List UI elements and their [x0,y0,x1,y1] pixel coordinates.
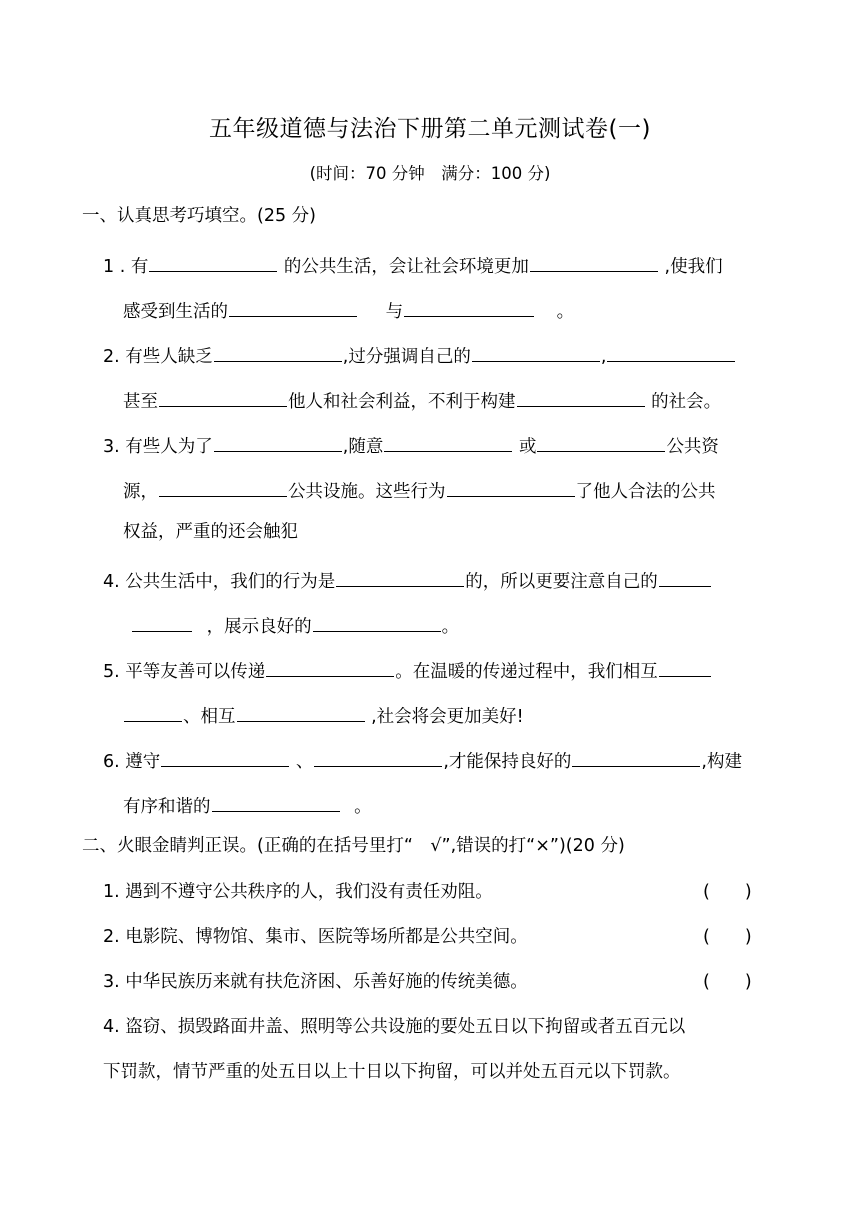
fill-blank[interactable] [447,479,575,497]
question-4-line2 [131,614,459,637]
fill-blank[interactable] [472,344,600,362]
question-text: 的社会。 [651,392,722,412]
question-text: 公共资 [666,437,719,457]
section1-heading: 一、认真思考巧填空。(25 分) [82,206,316,226]
question-3-line2 [123,479,716,502]
judge-item-2 [103,929,528,947]
question-number: 1 . [103,257,126,277]
question-text: 遵守 [125,752,161,772]
question-3-line1 [103,434,719,457]
question-text: ,才能保持良好的 [443,752,572,772]
question-number: 1. [103,882,120,902]
fill-blank[interactable] [212,794,340,812]
question-text: , [600,347,607,367]
answer-paren[interactable]: ( ) [703,927,752,947]
question-text: ，展示良好的 [206,617,312,637]
fill-blank[interactable] [537,434,665,452]
fill-blank[interactable] [229,299,357,317]
question-text: 感受到生活的 [123,302,228,322]
fill-blank[interactable] [159,479,287,497]
fill-blank[interactable] [404,299,534,317]
fill-blank[interactable] [659,569,711,587]
question-text: 了他人合法的公共 [575,482,716,502]
question-5-line1 [103,659,712,682]
question-text: ,使我们 [664,257,723,277]
section2-heading: 二、火眼金睛判正误。(正确的在括号里打“ √”,错误的打“×”)(20 分) [82,836,625,856]
question-5-line2 [123,704,524,727]
judge-item-1 [103,884,493,902]
question-text: ,构建 [701,752,742,772]
fill-blank[interactable] [124,704,182,722]
question-number: 3. [103,437,120,457]
question-text: 他人和社会利益，不利于构建 [288,392,516,412]
question-number: 2. [103,927,120,947]
fill-blank[interactable] [214,344,342,362]
question-text: 、 [295,752,314,772]
fill-blank[interactable] [314,749,442,767]
fill-blank[interactable] [530,254,658,272]
question-text: 中华民族历来就有扶危济困、乐善好施的传统美德。 [125,972,528,992]
judge-item-4-line2: 下罚款，情节严重的处五日以上十日以下拘留，可以并处五百元以下罚款。 [103,1062,681,1082]
question-3-line3: 权益，严重的还会触犯 [123,522,298,542]
question-text: 。 [441,617,460,637]
fill-blank[interactable] [659,659,711,677]
fill-blank[interactable] [517,389,645,407]
question-text: 有序和谐的 [123,797,211,817]
question-text: 有些人为了 [125,437,213,457]
question-number: 2. [103,347,120,367]
question-2-line2 [123,389,721,412]
fill-blank[interactable] [132,614,192,632]
question-4-line1 [103,569,712,592]
judge-item-3 [103,974,528,992]
question-number: 3. [103,972,120,992]
question-text: 源， [123,482,158,502]
question-1-line1 [103,254,723,277]
question-text: 的，所以更要注意自己的 [465,572,658,592]
answer-paren[interactable]: ( ) [703,972,752,992]
question-text: 有 [130,257,149,277]
fill-blank[interactable] [214,434,342,452]
question-text: 。在温暖的传递过程中，我们相互 [395,662,658,682]
fill-blank[interactable] [159,389,287,407]
fill-blank[interactable] [384,434,512,452]
question-text: 的公共生活，会让社会环境更加 [283,257,529,277]
question-text: 甚至 [123,392,158,412]
exam-info: (时间：70 分钟 满分：100 分) [309,164,551,183]
fill-blank[interactable] [313,614,441,632]
question-text: 公共生活中，我们的行为是 [125,572,336,592]
question-text: ,过分强调自己的 [342,347,471,367]
question-number: 5. [103,662,120,682]
judge-item-4-line1 [103,1019,685,1037]
question-6-line2 [123,794,372,817]
question-text: 遇到不遵守公共秩序的人，我们没有责任劝阻。 [125,882,493,902]
fill-blank[interactable] [237,704,365,722]
question-number: 4. [103,1017,120,1037]
question-text: 。 [354,797,372,817]
question-text: 。 [556,302,575,322]
question-text: 有些人缺乏 [125,347,213,367]
fill-blank[interactable] [161,749,289,767]
question-text: 公共设施。这些行为 [288,482,446,502]
question-text: 与 [385,302,404,322]
page-title: 五年级道德与法治下册第二单元测试卷(一) [209,116,651,142]
question-text: 盗窃、损毁路面井盖、照明等公共设施的要处五日以下拘留或者五百元以 [125,1017,686,1037]
question-6-line1 [103,749,742,772]
question-text: 平等友善可以传递 [125,662,266,682]
fill-blank[interactable] [572,749,700,767]
fill-blank[interactable] [607,344,735,362]
fill-blank[interactable] [336,569,464,587]
question-number: 6. [103,752,120,772]
fill-blank[interactable] [266,659,394,677]
question-text: 或 [518,437,537,457]
answer-paren[interactable]: ( ) [703,882,752,902]
fill-blank[interactable] [149,254,277,272]
question-1-line2 [123,299,574,322]
question-number: 4. [103,572,120,592]
question-text: 电影院、博物馆、集市、医院等场所都是公共空间。 [125,927,528,947]
question-text: ,随意 [342,437,384,457]
question-text: 、相互 [183,707,236,727]
question-2-line1 [103,344,736,367]
question-text: ,社会将会更加美好! [371,707,524,727]
